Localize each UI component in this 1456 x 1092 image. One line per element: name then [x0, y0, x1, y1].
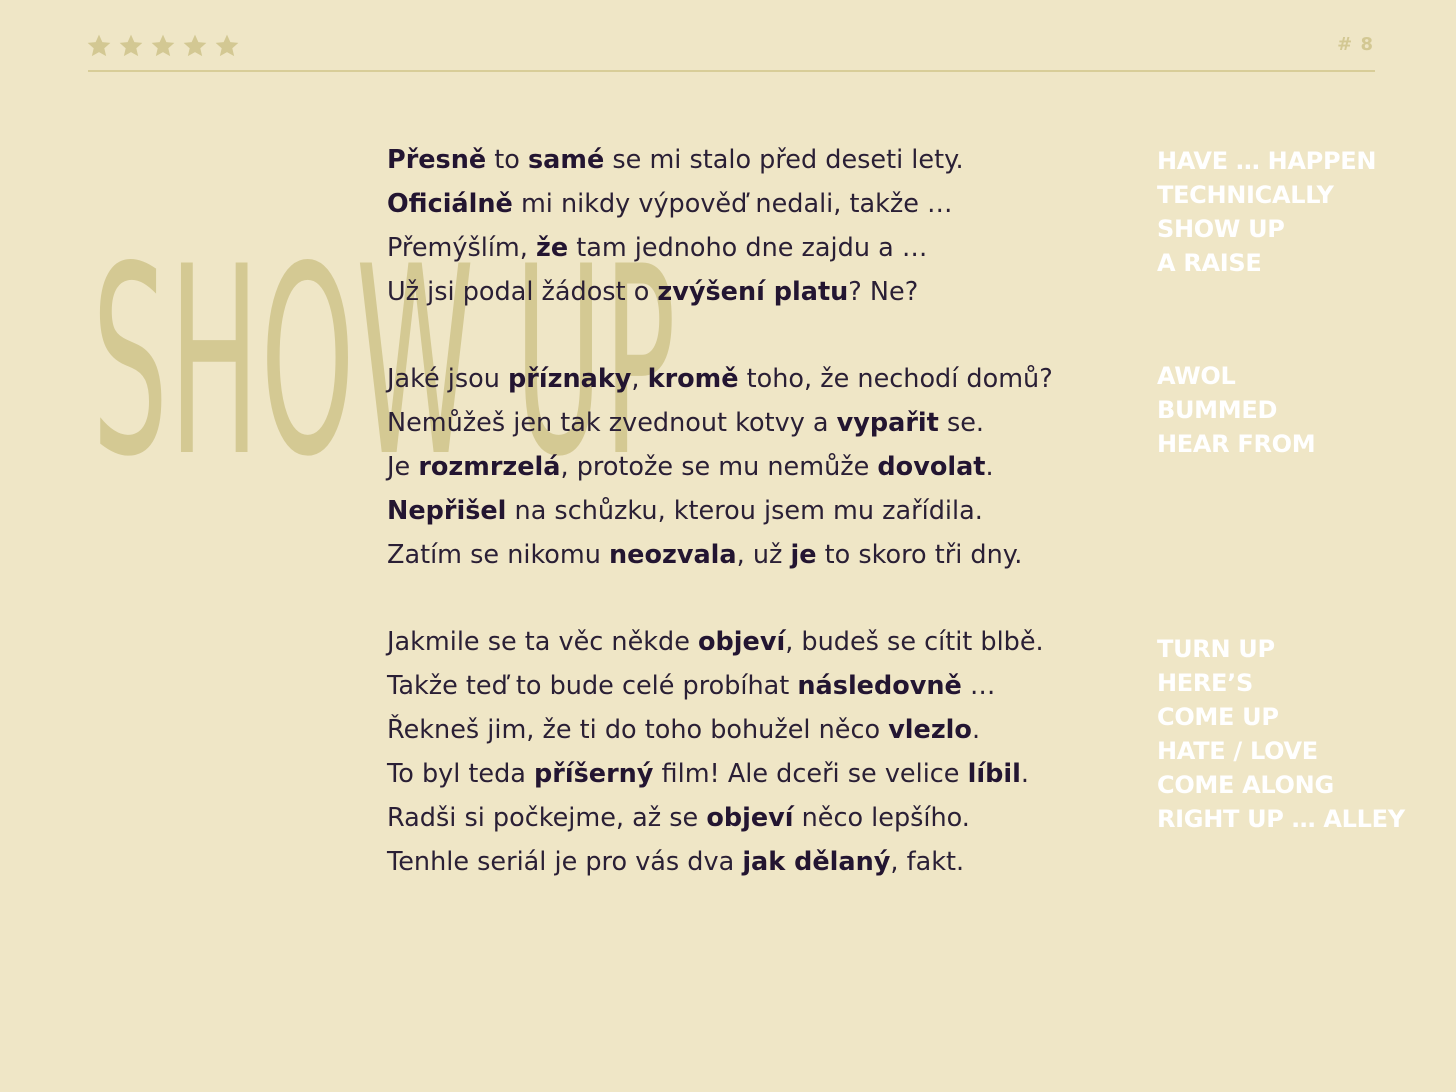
phrase-text: Takže teď to bude celé probíhat: [387, 671, 798, 701]
phrase-line: [387, 533, 1053, 577]
phrase-line: [387, 357, 1053, 401]
phrase-line: [387, 708, 1053, 752]
watermark-text: SHOW UP: [92, 210, 677, 465]
vocab-list-1: [1157, 144, 1376, 280]
phrase-text: Jaké jsou: [387, 364, 509, 394]
phrase-text: to skoro tři dny.: [816, 540, 1023, 570]
phrase-keyword: dovolat: [877, 452, 986, 482]
phrase-text: .: [1020, 759, 1029, 789]
phrase-keyword: příšerný: [534, 759, 654, 789]
phrase-line: [387, 620, 1053, 664]
phrase-line: [387, 489, 1053, 533]
phrase-line: [387, 401, 1053, 445]
block-spacer: [387, 314, 1053, 357]
phrase-line: [387, 796, 1053, 840]
vocab-list-2: [1157, 359, 1315, 461]
phrase-text: Už jsi podal žádost o: [387, 277, 658, 307]
phrase-text: Radši si počkejme, až se: [387, 803, 707, 833]
phrase-keyword: samé: [528, 145, 605, 175]
header-divider: [88, 70, 1375, 72]
vocab-term: TURN UP: [1157, 635, 1275, 663]
phrase-text: Nemůžeš jen tak zvednout kotvy a: [387, 408, 837, 438]
phrase-line: [387, 840, 1053, 884]
phrase-keyword: je: [790, 540, 817, 570]
vocab-term: HEAR FROM: [1157, 430, 1316, 458]
phrase-text: ? Ne?: [848, 277, 919, 307]
phrase-text: něco lepšího.: [793, 803, 970, 833]
phrase-text: Řekneš jim, že ti do toho bohužel něco: [387, 715, 889, 745]
phrase-keyword: kromě: [647, 364, 739, 394]
phrase-keyword: rozmrzelá: [418, 452, 561, 482]
vocab-term: SHOW UP: [1157, 215, 1285, 243]
phrase-text: Přemýšlím,: [387, 233, 536, 263]
phrase-text: se.: [938, 408, 985, 438]
phrase-line: [387, 138, 1053, 182]
phrase-keyword: Oficiálně: [387, 189, 513, 219]
phrase-text: to: [486, 145, 528, 175]
phrase-text: mi nikdy výpověď nedali, takže …: [512, 189, 953, 219]
star-icon: [214, 33, 240, 59]
star-icon: [118, 33, 144, 59]
phrase-line: [387, 664, 1053, 708]
phrase-text: .: [971, 715, 981, 745]
vocab-term: HATE / LOVE: [1157, 737, 1318, 765]
phrase-text: .: [985, 452, 994, 482]
phrase-line: [387, 752, 1053, 796]
phrase-text: , fakt.: [890, 847, 965, 877]
phrase-text: Zatím se nikomu: [387, 540, 610, 570]
phrase-text: To byl teda: [387, 759, 535, 789]
phrase-keyword: příznaky: [508, 364, 632, 394]
phrase-keyword: jak dělaný: [742, 847, 891, 877]
vocab-term: COME UP: [1157, 703, 1279, 731]
phrase-keyword: neozvala: [609, 540, 737, 570]
phrase-text: toho, že nechodí domů?: [738, 364, 1053, 394]
phrase-text: tam jednoho dne zajdu a …: [568, 233, 928, 263]
phrase-keyword: vlezlo: [888, 715, 972, 745]
phrase-keyword: Nepřišel: [387, 496, 507, 526]
phrase-line: [387, 182, 1053, 226]
vocab-term: HAVE … HAPPEN: [1157, 147, 1377, 175]
phrase-text: , protože se mu nemůže: [560, 452, 878, 482]
phrase-text: ,: [631, 364, 648, 394]
star-icon: [150, 33, 176, 59]
vocab-term: RIGHT UP … ALLEY: [1157, 805, 1405, 833]
vocab-term: COME ALONG: [1157, 771, 1334, 799]
vocab-list-3: [1157, 632, 1405, 836]
phrase-text: Je: [387, 452, 419, 482]
phrase-keyword: líbil: [967, 759, 1021, 789]
phrase-text: se mi stalo před deseti lety.: [604, 145, 964, 175]
star-rating: [86, 33, 240, 59]
phrase-text: , už: [736, 540, 791, 570]
phrase-keyword: vypařit: [836, 408, 939, 438]
vocab-term: BUMMED: [1157, 396, 1278, 424]
phrase-text: Tenhle seriál je pro vás dva: [387, 847, 743, 877]
phrase-text: film! Ale dceři se velice: [653, 759, 968, 789]
phrase-line: [387, 445, 1053, 489]
phrase-keyword: zvýšení platu: [657, 277, 849, 307]
phrase-keyword: objeví: [706, 803, 794, 833]
star-icon: [86, 33, 112, 59]
page-number: # 8: [1337, 34, 1374, 55]
phrase-text: Jakmile se ta věc někde: [387, 627, 699, 657]
phrase-line: [387, 270, 1053, 314]
phrase-keyword: objeví: [698, 627, 786, 657]
vocab-term: TECHNICALLY: [1157, 181, 1334, 209]
phrase-keyword: Přesně: [387, 145, 487, 175]
phrase-text: …: [961, 671, 996, 701]
vocab-term: HERE’S: [1157, 669, 1253, 697]
star-icon: [182, 33, 208, 59]
block-spacer: [387, 577, 1053, 620]
phrase-keyword: že: [535, 233, 569, 263]
vocab-term: AWOL: [1157, 362, 1236, 390]
phrase-text: na schůzku, kterou jsem mu zařídila.: [506, 496, 983, 526]
phrase-list: [387, 138, 1053, 884]
phrase-text: , budeš se cítit blbě.: [785, 627, 1044, 657]
vocab-term: A RAISE: [1157, 249, 1262, 277]
phrase-line: [387, 226, 1053, 270]
phrase-keyword: následovně: [797, 671, 962, 701]
